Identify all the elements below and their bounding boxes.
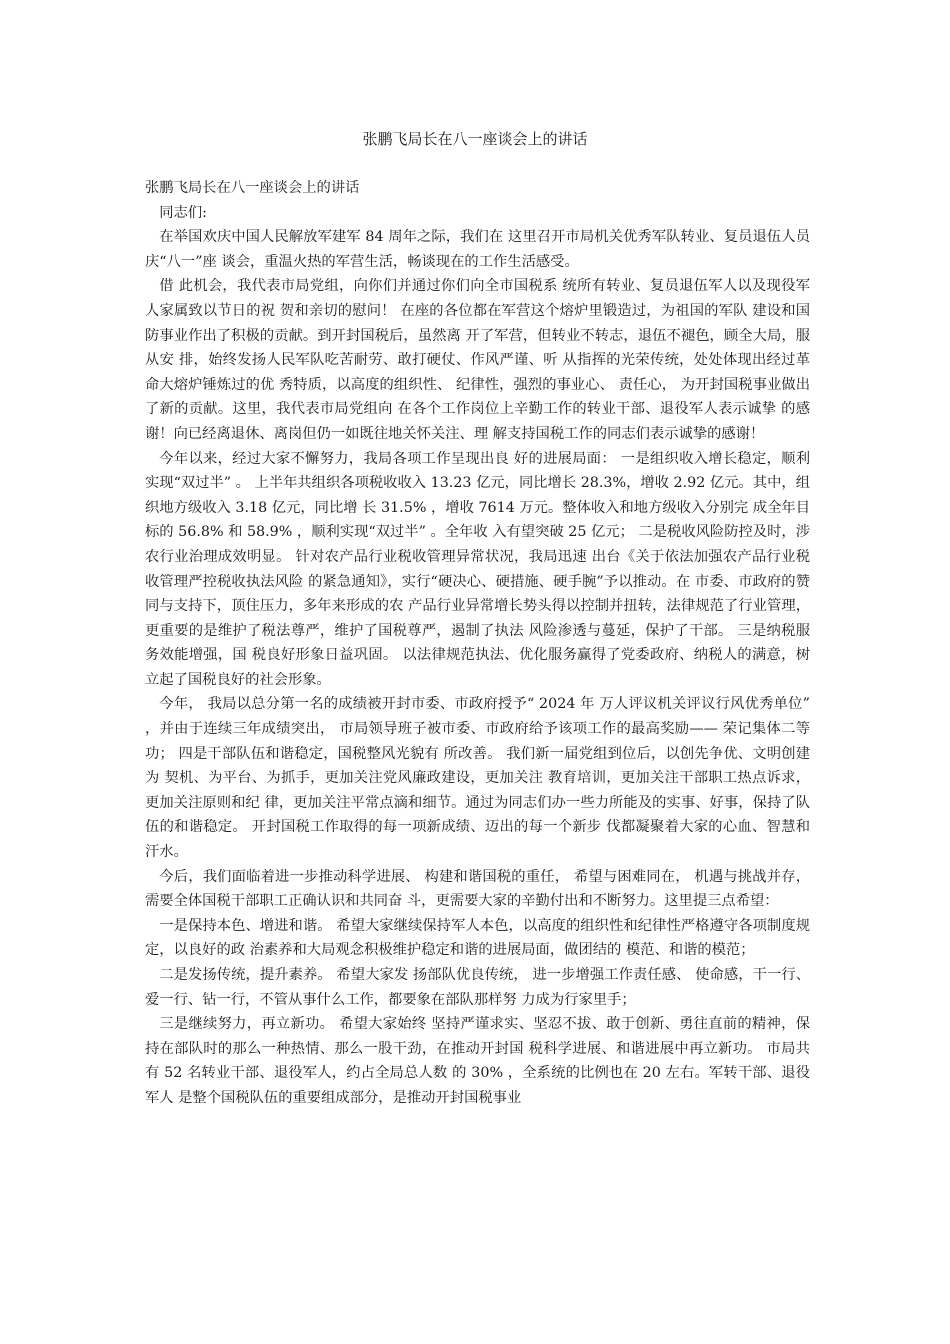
document-title: 张鹏飞局长在八一座谈会上的讲话: [362, 130, 588, 148]
salutation: 同志们:: [159, 204, 208, 221]
paragraph: 在举国欢庆中国人民解放军建军 84 周年之际，我们在 这里召开市局机关优秀军队转业、复员退伍人员庆“八一”座 谈会，重温火热的军营生活，畅谈现在的工作生活感受。: [145, 229, 810, 270]
paragraph: 今后，我们面临着进一步推动科学进展、 构建和谐国税的重任， 希望与困难同在， 机遇与挑战并存，需要全体国税干部职工正确认识和共同奋 斗，更需要大家的辛勤付出和不断努力。这里提三点希望：: [145, 868, 810, 910]
paragraph: 借 此机会，我代表市局党组，向你们并通过你们向全市国税系 统所有转业、复员退伍军人以及现役军人家属致以节日的祝 贺和亲切的慰问！ 在座的各位都在军营这个熔炉里锻造过，为祖国的军队 建设和国防事业作出了积极的贡献。到开封国税后，虽然离 开了军营，但转业不转志，退伍不褪色，顾全大局，服从安 排，始终发扬人民军队吃苦耐劳、敢打硬仗、作风严谨、听 从指挥的光荣传统，处处体现出经过革命大熔炉锤炼过的优 秀特质，以高度的组织性、 纪律性，强烈的事业心、 责任心， 为开封国税事业做出了新的贡献。这里，我代表市局党组向 在各个工作岗位上辛勤工作的转业干部、退役军人表示诚挚 的感谢！向已经离退休、离岗但仍一如既往地关怀关注、理 解支持国税工作的同志们表示诚挚的感谢！: [145, 278, 810, 442]
document-subtitle: 张鹏飞局长在八一座谈会上的讲话: [145, 180, 360, 196]
paragraph: 一是保持本色、增进和谐。 希望大家继续保持军人本色，以高度的组织性和纪律性严格遵守各项制度规定，以良好的政 治素养和大局观念积极维护稳定和谐的进展局面，做团结的 模范、和谐的模范；: [145, 917, 810, 959]
paragraph: 今年， 我局以总分第一名的成绩被开封市委、市政府授予“ 2024 年 万人评议机关评议行风优秀单位” ，并由于连续三年成绩突出， 市局领导班子被市委、市政府给予该项工作的最高奖励—— 荣记集体二等功； 四是干部队伍和谐稳定，国税整风光貌有 所改善。 我们新一届党组到位后，以创先争优、文明创建为 契机、为平台、为抓手，更加关注党风廉政建设，更加关注 教育培训，更加关注干部职工热点诉求，更加关注原则和纪 律，更加关注平常点滴和细节。通过为同志们办一些力所能及的实事、好事，保持了队伍的和谐稳定。 开封国税工作取得的每一项新成绩、迈出的每一个新步 伐都凝聚着大家的心血、智慧和汗水。: [145, 696, 810, 861]
paragraph: 今年以来，经过大家不懈努力，我局各项工作呈现出良 好的进展局面： 一是组织收入增长稳定，顺利实现“双过半” 。 上半年共组织各项税收收入 13.23 亿元，同比增长 28.3%，增收 2.92 亿元。其中，组织地方级收入 3.18 亿元，同比增 长 31.5% ，增收 7614 万元。整体收入和地方级收入分别完 成全年目标的 56.8% 和 58.9% ，顺利实现“双过半” 。全年收 入有望突破 25 亿元； 二是税收风险防控及时，涉农行业治理成效明显。 针对农产品行业税收管理异常状况，我局迅速 出台《关于依法加强农产品行业税收管理严控税收执法风险 的紧急通知》，实行“硬决心、硬措施、硬手腕”予以推动。在 市委、市政府的赞同与支持下，顶住压力，多年来形成的农 产品行业异常增长势头得以控制并扭转，法律规范了行业管理，更重要的是维护了税法尊严，维护了国税尊严，遏制了执法 风险渗透与蔓延，保护了干部。 三是纳税服务效能增强，国 税良好形象日益巩固。 以法律规范执法、优化服务赢得了党委政府、纳税人的满意，树立起了国税良好的社会形象。: [145, 450, 810, 688]
paragraph: 二是发扬传统，提升素养。 希望大家发 扬部队优良传统， 进一步增强工作责任感、 使命感，干一行、 爱一行、钻一行，不管从事什么工作，都要象在部队那样努 力成为行家里手；: [145, 967, 810, 1008]
paragraph: 三是继续努力，再立新功。 希望大家始终 坚持严谨求实、坚忍不拔、敢于创新、勇往直前的精神，保 持在部队时的那么一种热情、那么一股干劲，在推动开封国 税科学进展、和谐进展中再立新功。 市局共有 52 名转业干部、退役军人，约占全局总人数 的 30% ，全系统的比例也在 20 左右。军转干部、退役军人 是整个国税队伍的重要组成部分，是推动开封国税事业: [145, 1016, 810, 1106]
document-body: [145, 176, 810, 1111]
